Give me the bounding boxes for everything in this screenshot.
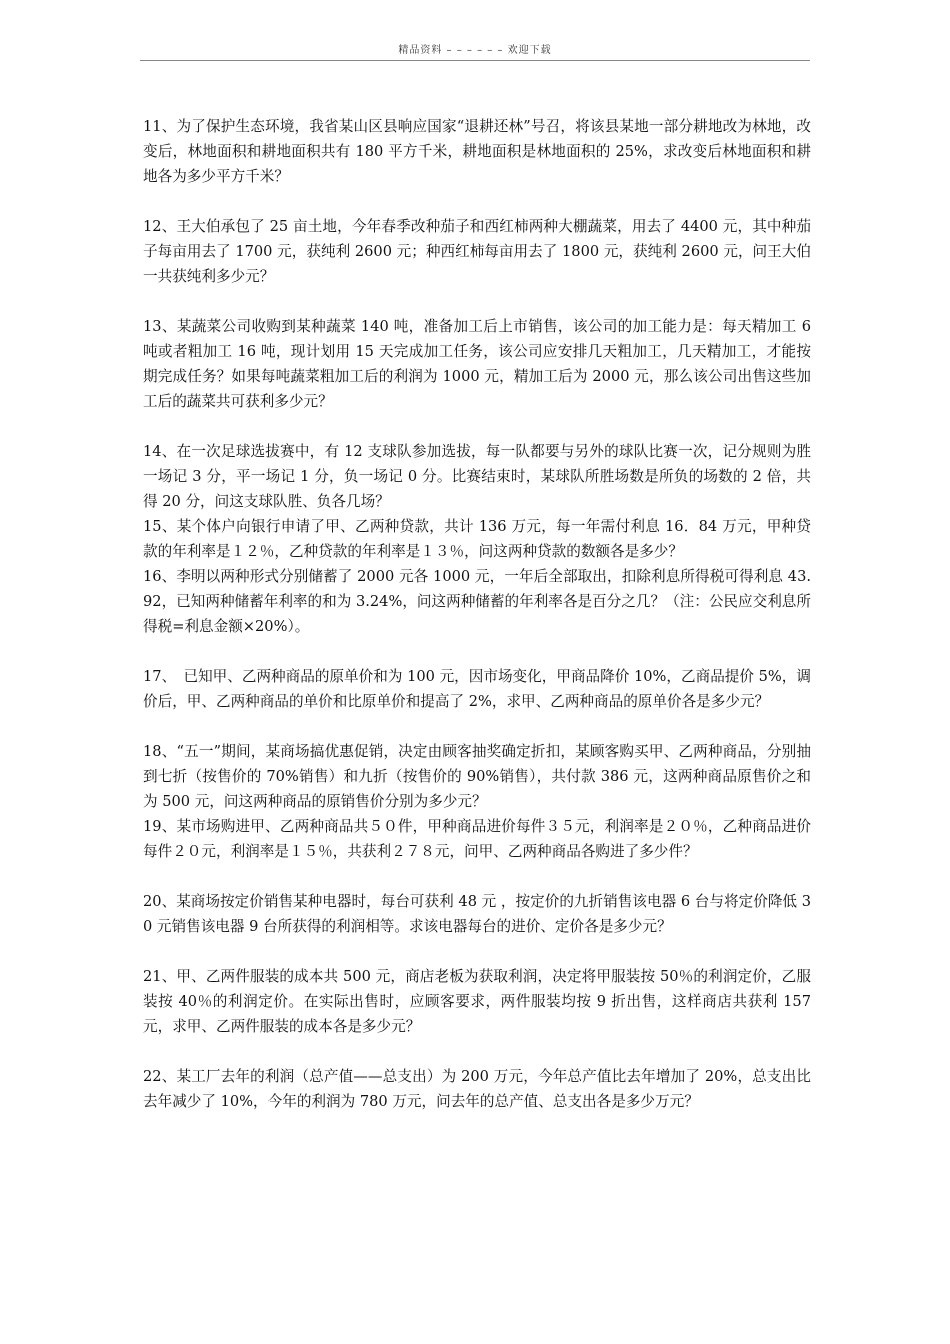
- problem-16: 16、李明以两种形式分别储蓄了 2000 元各 1000 元，一年后全部取出，扣除利息所得税可得利息 43.92，已知两种储蓄年利率的和为 3.24%，问这两种储蓄的年利率各是百分之几？（注：公民应交利息所得税=利息金额×20%）。: [143, 568, 811, 635]
- problem-21: 21、甲、乙两件服装的成本共 500 元，商店老板为获取利润，决定将甲服装按 50％的利润定价，乙服装按 40％的利润定价。在实际出售时，应顾客要求，两件服装均按 9 折出售，这样商店共获利 157 元，求甲、乙两件服装的成本各是多少元？: [143, 968, 811, 1035]
- problem-15: 15、某个体户向银行申请了甲、乙两种贷款，共计 136 万元，每一年需付利息 16．84 万元，甲种贷款的年利率是１２％，乙种贷款的年利率是１３％，问这两种贷款的数额各是多少？: [143, 518, 811, 560]
- problem-11: 11、为了保护生态环境，我省某山区县响应国家“退耕还林”号召，将该县某地一部分耕地改为林地，改变后，林地面积和耕地面积共有 180 平方千米，耕地面积是林地面积的 25%，求改变后林地面积和耕地各为多少平方千米？: [143, 118, 811, 185]
- page-header: 精品资料 – – – – – – 欢迎下载: [398, 45, 552, 56]
- problem-14: 14、在一次足球选拔赛中，有 12 支球队参加选拔，每一队都要与另外的球队比赛一次，记分规则为胜一场记 3 分，平一场记 1 分，负一场记 0 分。比赛结束时，某球队所胜场数是所负的场数的 2 倍，共得 20 分，问这支球队胜、负各几场？: [143, 443, 811, 510]
- header-rule: [140, 60, 810, 61]
- problem-19: 19、某市场购进甲、乙两种商品共５０件，甲种商品进价每件３５元，利润率是２０％，乙种商品进价每件２０元，利润率是１５％，共获利２７８元，问甲、乙两种商品各购进了多少件？: [143, 818, 811, 860]
- problem-20: 20、某商场按定价销售某种电器时，每台可获利 48 元 ，按定价的九折销售该电器 6 台与将定价降低 30 元销售该电器 9 台所获得的利润相等。求该电器每台的进价、定价各是多少元？: [143, 893, 811, 935]
- problem-18: 18、“五一”期间，某商场搞优惠促销，决定由顾客抽奖确定折扣，某顾客购买甲、乙两种商品，分别抽到七折（按售价的 70%销售）和九折（按售价的 90%销售），共付款 386 元，这两种商品原售价之和为 500 元，问这两种商品的原销售价分别为多少元？: [143, 743, 811, 810]
- problem-13: 13、某蔬菜公司收购到某种蔬菜 140 吨，准备加工后上市销售，该公司的加工能力是：每天精加工 6 吨或者粗加工 16 吨，现计划用 15 天完成加工任务，该公司应安排几天粗加工，几天精加工，才能按期完成任务？如果每吨蔬菜粗加工后的利润为 1000 元，精加工后为 2000 元，那么该公司出售这些加工后的蔬菜共可获利多少元？: [143, 318, 811, 410]
- problem-17: 17、 已知甲、乙两种商品的原单价和为 100 元，因市场变化，甲商品降价 10%，乙商品提价 5%，调价后，甲、乙两种商品的单价和比原单价和提高了 2%，求甲、乙两种商品的原单价各是多少元？: [143, 668, 811, 710]
- problem-22: 22、某工厂去年的利润（总产值——总支出）为 200 万元，今年总产值比去年增加了 20%，总支出比去年减少了 10%，今年的利润为 780 万元，问去年的总产值、总支出各是多少万元？: [143, 1068, 811, 1110]
- problem-list: [143, 114, 811, 1114]
- problem-12: 12、王大伯承包了 25 亩土地，今年春季改种茄子和西红柿两种大棚蔬菜，用去了 4400 元，其中种茄子每亩用去了 1700 元，获纯利 2600 元；种西红柿每亩用去了 1800 元，获纯利 2600 元，问王大伯一共获纯利多少元？: [143, 218, 811, 285]
